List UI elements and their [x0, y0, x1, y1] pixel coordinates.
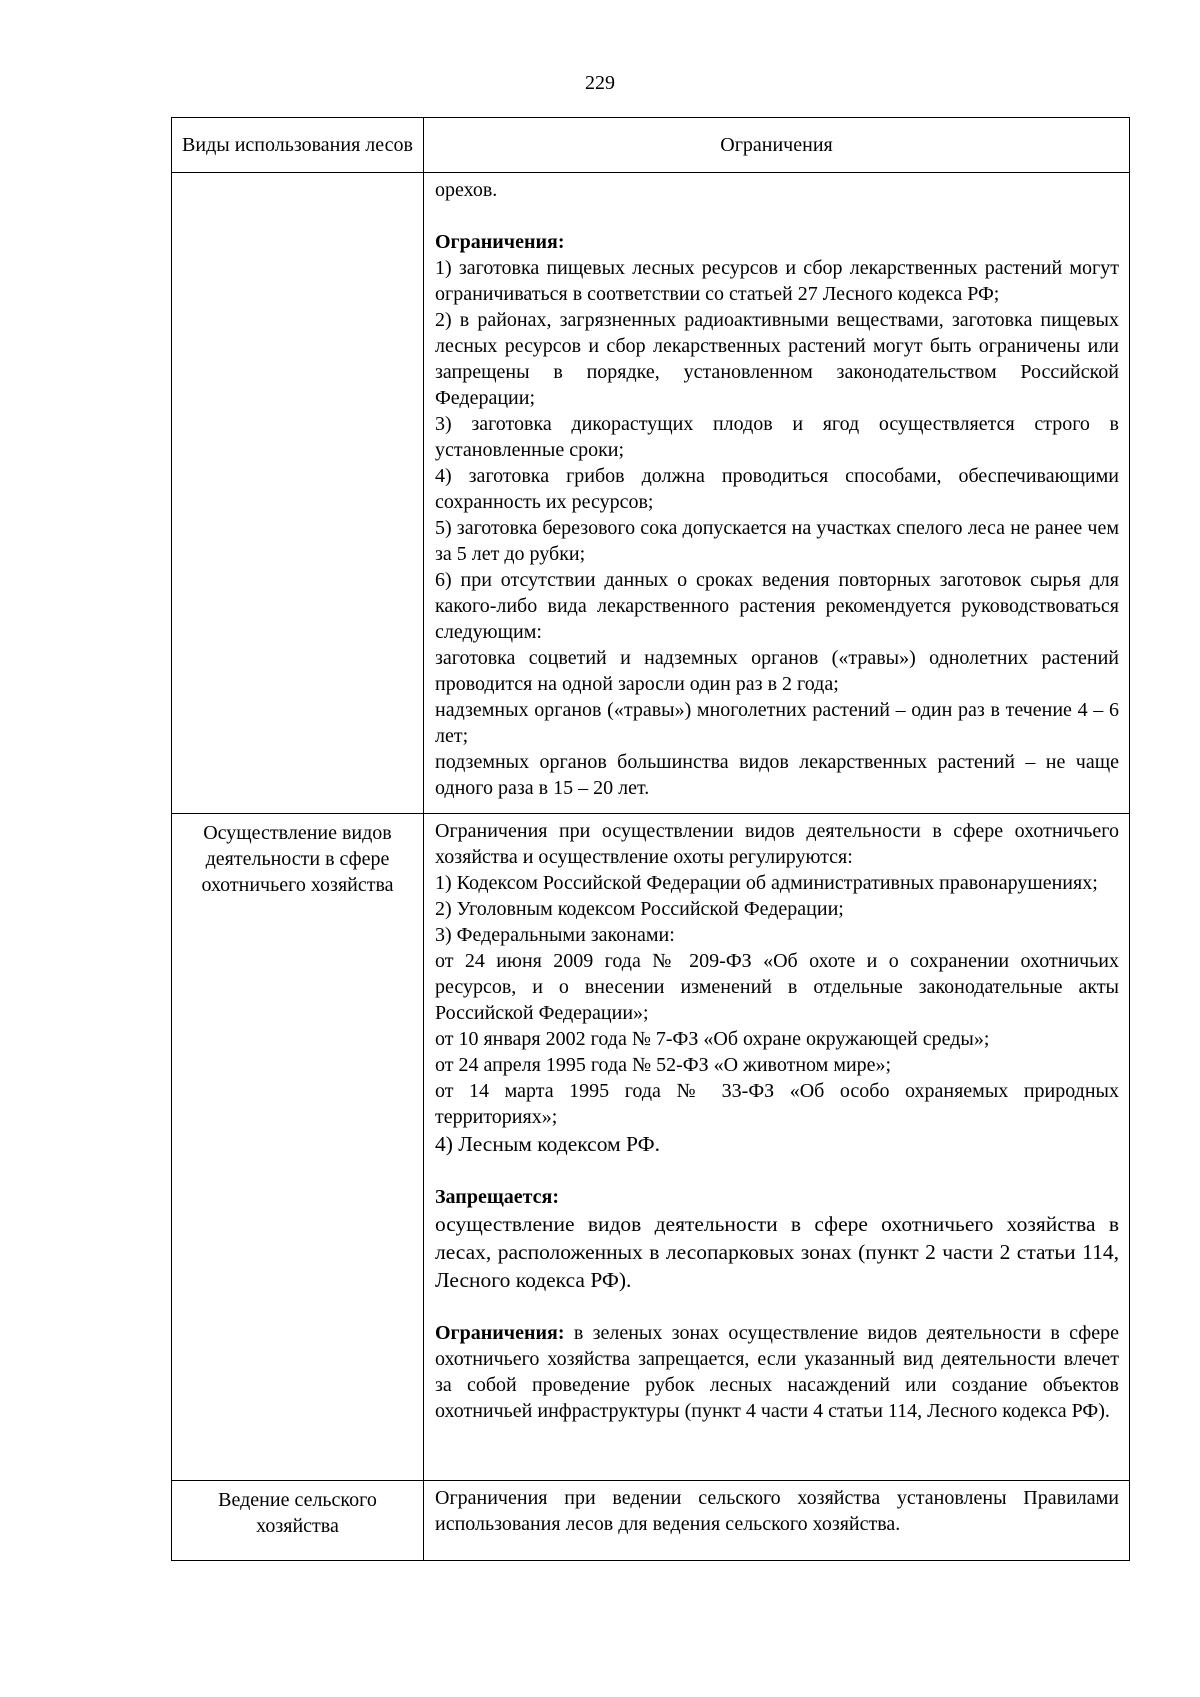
header-forest-use-types: Виды использования лесов: [172, 118, 424, 173]
list-item: 3) заготовка дикорастущих плодов и ягод осуществляется строго в установленные сроки;: [435, 413, 1119, 461]
list-item: от 24 апреля 1995 года № 52-ФЗ «О животном мире»;: [435, 1054, 892, 1076]
restriction-title: Ограничения:: [435, 1322, 565, 1344]
table-row: [172, 173, 1130, 814]
list-item: от 10 января 2002 года № 7-ФЗ «Об охране окружающей среды»;: [435, 1028, 990, 1050]
restrictions-table: [171, 117, 1130, 1561]
header-restrictions: Ограничения: [424, 118, 1130, 173]
row-intro: орехов.: [435, 179, 498, 201]
table-header-row: [172, 118, 1130, 173]
table-row: [172, 1481, 1130, 1561]
list-item: от 24 июня 2009 года № 209-ФЗ «Об охоте и о сохранении охотничьих ресурсов, и о внесении изменений в отдельные законодательные акты Российской Федерации»;: [435, 950, 1119, 1024]
restriction-text: в зеленых зонах осуществление видов деятельности в сфере охотничьего хозяйства запрещается, если указанный вид деятельности влечет за собой проведение рубок лесных насаждений или создание объектов охотничьей инфраструктуры (пункт 4 части 4 статьи 114, Лесного кодекса РФ).: [435, 1322, 1119, 1422]
row-restrictions: [424, 1481, 1130, 1561]
row-restrictions: [424, 814, 1130, 1481]
list-item: от 14 марта 1995 года № 33-ФЗ «Об особо охраняемых природных территориях»;: [435, 1080, 1119, 1128]
page-number: 229: [585, 72, 615, 94]
row-text: Ограничения при ведении сельского хозяйства установлены Правилами использования лесов для ведения сельского хозяйства.: [435, 1487, 1119, 1535]
row-restrictions: [424, 173, 1130, 814]
list-item: 1) Кодексом Российской Федерации об административных правонарушениях;: [435, 872, 1098, 894]
row-kind: [172, 173, 424, 814]
list-item: 3) Федеральными законами:: [435, 924, 675, 946]
list-item: 2) Уголовным кодексом Российской Федерации;: [435, 898, 844, 920]
restriction-paragraph: [435, 1320, 1119, 1424]
list-item: надземных органов («травы») многолетних растений – один раз в течение 4 – 6 лет;: [435, 699, 1119, 747]
table-row: [172, 814, 1130, 1481]
list-item: 6) при отсутствии данных о сроках ведения повторных заготовок сырья для какого-либо вида лекарственного растения рекомендуется руководствоваться следующим:: [435, 569, 1119, 643]
list-item: 4) заготовка грибов должна проводиться способами, обеспечивающими сохранность их ресурсов;: [435, 465, 1119, 513]
list-item: 2) в районах, загрязненных радиоактивными веществами, заготовка пищевых лесных ресурсов и сбор лекарственных растений могут быть ограничены или запрещены в порядке, установленном законодательством Российской Федерации;: [435, 309, 1119, 409]
restrictions-title: Ограничения:: [435, 231, 565, 253]
row-kind: Ведение сельского хозяйства: [172, 1481, 424, 1561]
list-item: заготовка соцветий и надземных органов («травы») однолетних растений проводится на одной заросли один раз в 2 года;: [435, 647, 1119, 695]
prohibited-text: осуществление видов деятельности в сфере охотничьего хозяйства в лесах, расположенных в лесопарковых зонах (пункт 2 части 2 статьи 114, Лесного кодекса РФ).: [435, 1212, 1119, 1292]
list-item: 5) заготовка березового сока допускается на участках спелого леса не ранее чем за 5 лет до рубки;: [435, 517, 1119, 565]
row-intro: Ограничения при осуществлении видов деятельности в сфере охотничьего хозяйства и осуществление охоты регулируются:: [435, 820, 1119, 868]
list-item: подземных органов большинства видов лекарственных растений – не чаще одного раза в 15 – 20 лет.: [435, 751, 1119, 799]
list-item: 4) Лесным кодексом РФ.: [435, 1132, 660, 1156]
row-kind: Осуществление видов деятельности в сфере охотничьего хозяйства: [172, 814, 424, 1481]
prohibited-title: Запрещается:: [435, 1186, 560, 1208]
list-item: 1) заготовка пищевых лесных ресурсов и сбор лекарственных растений могут ограничиваться в соответствии со статьей 27 Лесного кодекса РФ;: [435, 257, 1119, 305]
